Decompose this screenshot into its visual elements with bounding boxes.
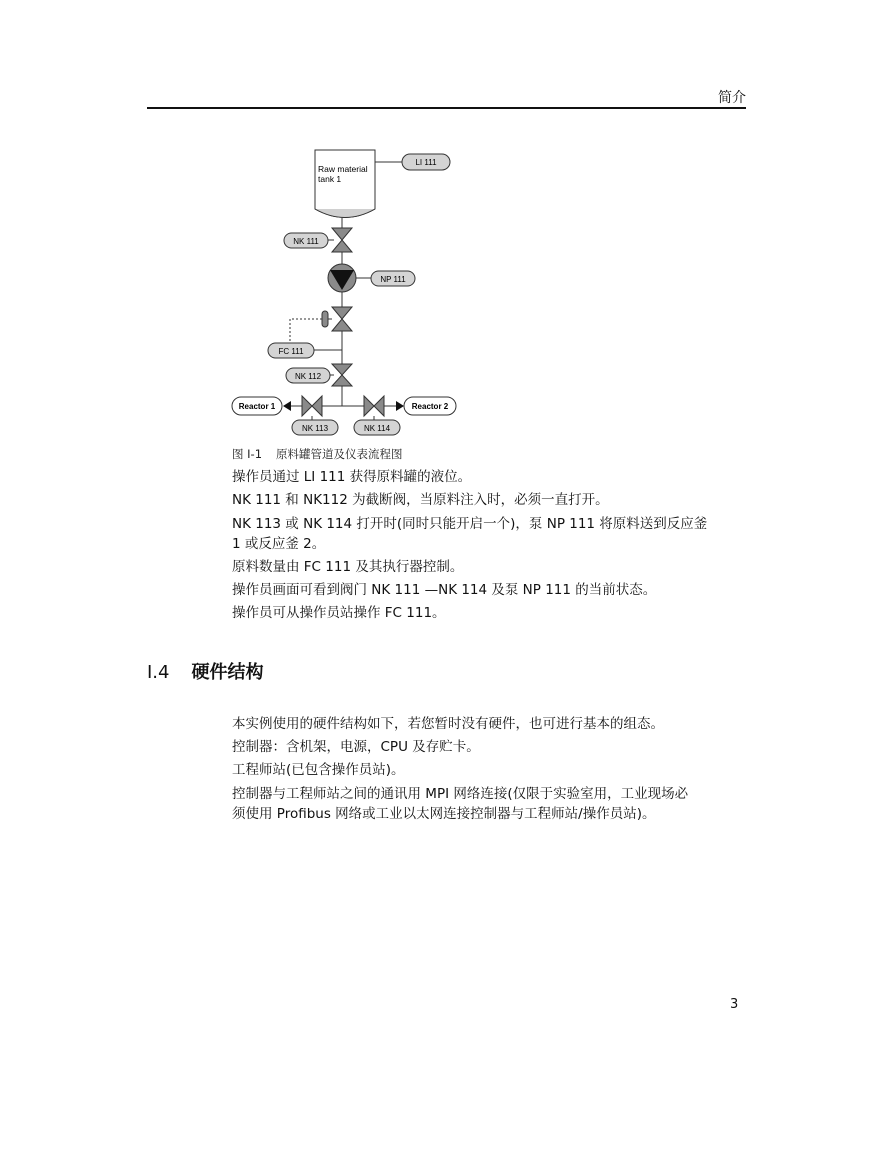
fc111-label: FC 111 — [278, 347, 304, 356]
section-number: I.4 — [147, 662, 170, 683]
nk112-label: NK 112 — [294, 372, 322, 381]
fc111-tag — [268, 343, 314, 358]
body-line: 操作员画面可看到阀门 NK 111 —NK 114 及泵 NP 111 的当前状态。 — [232, 582, 657, 598]
reactor-2 — [404, 397, 456, 415]
body-line: 原料数量由 FC 111 及其执行器控制。 — [232, 559, 464, 575]
nk111-tag — [284, 233, 328, 248]
reactor2-label: Reactor 2 — [411, 402, 449, 411]
body-line: NK 111 和 NK112 为截断阀，当原料注入时，必须一直打开。 — [232, 492, 609, 508]
body-line: 1 或反应釜 2。 — [232, 536, 326, 552]
section-line: 工程师站(已包含操作员站)。 — [232, 762, 405, 778]
figure-caption-number: 图 I-1 — [232, 447, 263, 461]
fc111-control-valve — [322, 307, 352, 331]
nk113-valve — [302, 396, 322, 416]
section-line: 本实例使用的硬件结构如下，若您暂时没有硬件，也可进行基本的组态。 — [232, 716, 664, 732]
body-line: 操作员可从操作员站操作 FC 111。 — [232, 605, 446, 621]
np111-tag — [371, 271, 415, 286]
nk112-tag — [286, 368, 330, 383]
header-title: 简介 — [718, 90, 746, 106]
nk113-tag — [292, 420, 338, 435]
section-heading — [147, 658, 263, 684]
section-line: 控制器：含机架，电源，CPU 及存贮卡。 — [232, 739, 480, 755]
li111-tag — [402, 154, 450, 170]
raw-material-tank — [315, 150, 375, 218]
nk111-valve — [332, 228, 352, 252]
nk112-valve — [332, 364, 352, 386]
nk111-label: NK 111 — [293, 237, 319, 246]
figure-caption-text: 原料罐管道及仪表流程图 — [276, 447, 403, 461]
figure-caption — [232, 446, 403, 462]
section-title: 硬件结构 — [191, 662, 264, 683]
page-number: 3 — [730, 997, 739, 1012]
np111-label: NP 111 — [380, 275, 406, 284]
reactor-1 — [232, 397, 282, 415]
section-line: 须使用 Profibus 网络或工业以太网连接控制器与工程师站/操作员站)。 — [232, 806, 656, 822]
section-line: 控制器与工程师站之间的通讯用 MPI 网络连接(仅限于实验室用，工业现场必 — [232, 786, 689, 802]
header-rule — [147, 107, 746, 109]
nk114-label: NK 114 — [363, 424, 391, 433]
nk114-tag — [354, 420, 400, 435]
piping-diagram — [226, 144, 466, 444]
nk114-valve — [364, 396, 384, 416]
body-line: 操作员通过 LI 111 获得原料罐的液位。 — [232, 469, 472, 485]
tank-label-line2: tank 1 — [318, 174, 342, 184]
body-line: NK 113 或 NK 114 打开时(同时只能开启一个)，泵 NP 111 将原料送到反应釜 — [232, 516, 708, 532]
tank-label-line1: Raw material — [318, 164, 368, 174]
nk113-label: NK 113 — [301, 424, 329, 433]
reactor1-label: Reactor 1 — [238, 402, 276, 411]
np111-pump — [328, 264, 356, 292]
li111-label: LI 111 — [415, 158, 437, 167]
